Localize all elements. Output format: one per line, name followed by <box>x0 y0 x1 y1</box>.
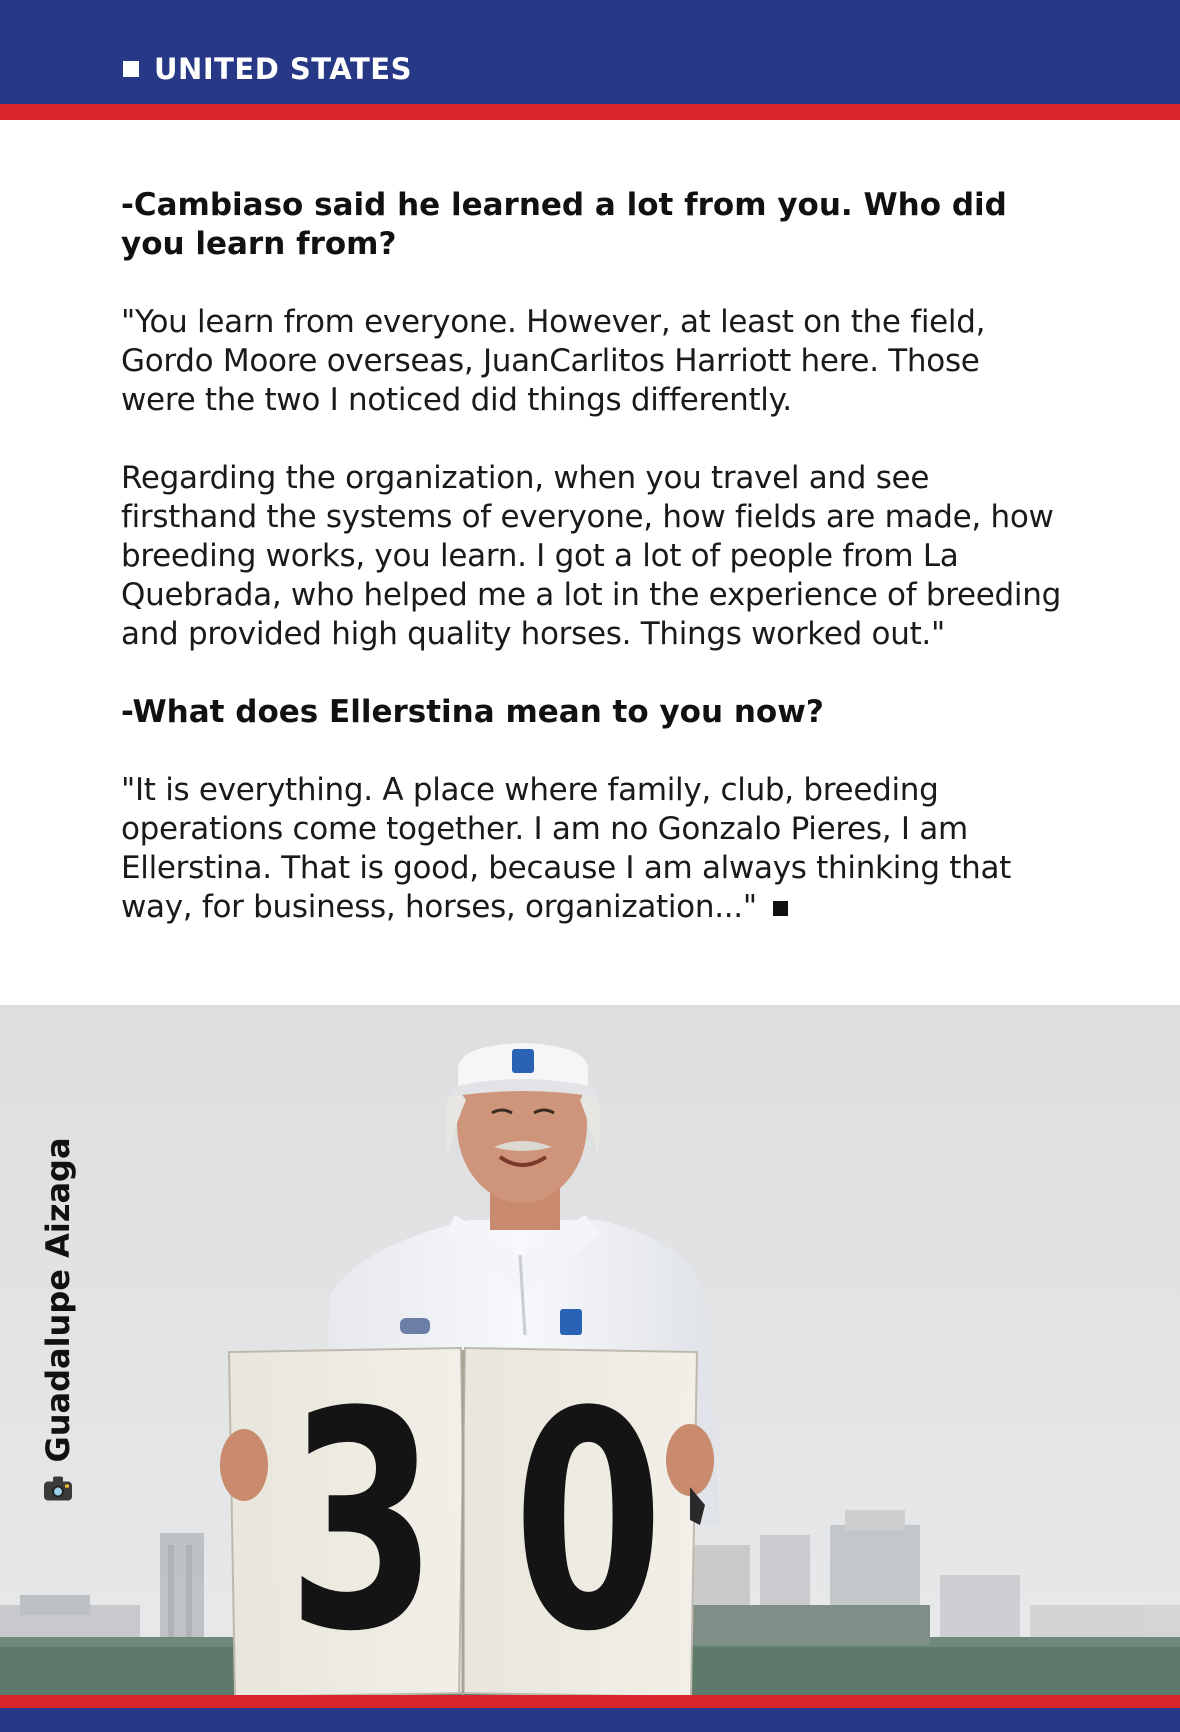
square-bullet-icon <box>123 61 139 77</box>
answer-1-paragraph-2: Regarding the organization, when you travel and see firsthand the systems of everyone, how fields are made, how breeding works, you learn. I got a lot of people from La Quebrada, who helped me a lot in the experience of breeding and provided high quality horses. Things worked out." <box>121 460 1061 652</box>
footer-stripe <box>0 1695 1180 1708</box>
answer-2 <box>121 771 1061 927</box>
article-photo <box>0 1005 1180 1695</box>
page-header <box>0 0 1180 104</box>
section-label: UNITED STATES <box>154 52 412 86</box>
photo-credit <box>39 1137 77 1502</box>
article-body <box>121 186 1061 966</box>
sign-digit-right: 0 <box>513 1348 664 1695</box>
photo-credit-name: Guadalupe Aizaga <box>39 1137 77 1463</box>
sign-digit-left: 3 <box>287 1348 438 1695</box>
end-square-icon <box>773 901 788 916</box>
question-1: -Cambiaso said he learned a lot from you. Who did you learn from? <box>121 187 1007 262</box>
question-2: -What does Ellerstina mean to you now? <box>121 694 824 730</box>
page-footer <box>0 1708 1180 1732</box>
camera-icon <box>44 1477 72 1501</box>
answer-2-text: "It is everything. A place where family, club, breeding operations come together. I am no Gonzalo Pieres, I am Ellerstina. That is good, because I am always thinking that way, for business, horses, organization..." <box>121 772 1012 925</box>
answer-1-paragraph-1: "You learn from everyone. However, at least on the field, Gordo Moore overseas, JuanCarlitos Harriott here. Those were the two I noticed did things differently. <box>121 304 986 418</box>
header-stripe <box>0 104 1180 120</box>
